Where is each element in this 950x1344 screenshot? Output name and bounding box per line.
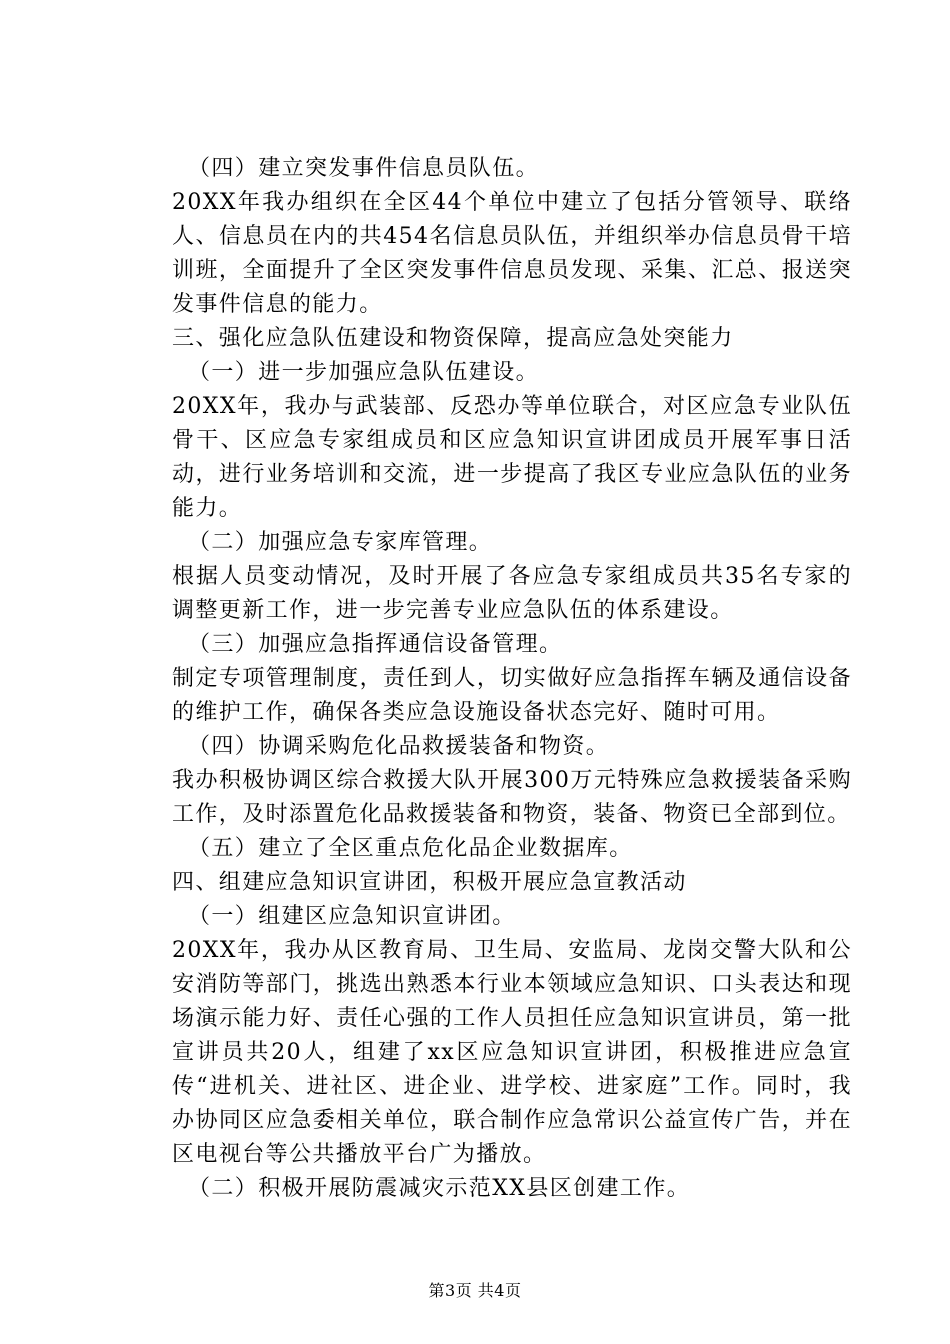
subheading-4-info-team: （四）建立突发事件信息员队伍。 <box>188 156 540 181</box>
subheading-5-database: （五）建立了全区重点危化品企业数据库。 <box>188 836 633 861</box>
subheading-2-earthquake-demo: （二）积极开展防震减灾示范XX县区创建工作。 <box>188 1176 691 1201</box>
section-heading-4: 四、组建应急知识宣讲团，积极开展应急宣教活动 <box>172 870 687 895</box>
subheading-2-expert-library: （二）加强应急专家库管理。 <box>188 530 493 555</box>
subheading-3-communication: （三）加强应急指挥通信设备管理。 <box>188 632 563 657</box>
paragraph-procurement: 我办积极协调区综合救援大队开展300万元特殊应急救援装备采购工作，及时添置危化品救援装备和物资，装备、物资已全部到位。 <box>172 768 852 827</box>
paragraph-lecture-group: 20XX年，我办从区教育局、卫生局、安监局、龙岗交警大队和公安消防等部门，挑选出熟悉本行业本领域应急知识、口头表达和现场演示能力好、责任心强的工作人员担任应急知识宣讲员，第一批宣讲员共20人，组建了xx区应急知识宣讲团，积极推进应急宣传“进机关、进社区、进企业、进学校、进家庭”工作。同时，我办协同区应急委相关单位，联合制作应急常识公益宣传广告，并在区电视台等公共播放平台广为播放。 <box>172 938 852 1167</box>
page-footer: 第3页 共4页 <box>428 1281 522 1300</box>
paragraph-communication: 制定专项管理制度，责任到人，切实做好应急指挥车辆及通信设备的维护工作，确保各类应急设施设备状态完好、随时可用。 <box>172 666 852 725</box>
document-body <box>172 152 852 1206</box>
section-heading-3: 三、强化应急队伍建设和物资保障，提高应急处突能力 <box>172 326 734 351</box>
paragraph-info-team: 20XX年我办组织在全区44个单位中建立了包括分管领导、联络人、信息员在内的共454名信息员队伍，并组织举办信息员骨干培训班，全面提升了全区突发事件信息员发现、采集、汇总、报送突发事件信息的能力。 <box>172 190 852 317</box>
subheading-4-procurement: （四）协调采购危化品救援装备和物资。 <box>188 734 610 759</box>
paragraph-expert-library: 根据人员变动情况，及时开展了各应急专家组成员共35名专家的调整更新工作，进一步完善专业应急队伍的体系建设。 <box>172 564 852 623</box>
subheading-1-lecture-group: （一）组建区应急知识宣讲团。 <box>188 904 516 929</box>
paragraph-team-building: 20XX年，我办与武装部、反恐办等单位联合，对区应急专业队伍骨干、区应急专家组成员和区应急知识宣讲团成员开展军事日活动，进行业务培训和交流，进一步提高了我区专业应急队伍的业务能力。 <box>172 394 852 521</box>
subheading-1-team-building: （一）进一步加强应急队伍建设。 <box>188 360 540 385</box>
